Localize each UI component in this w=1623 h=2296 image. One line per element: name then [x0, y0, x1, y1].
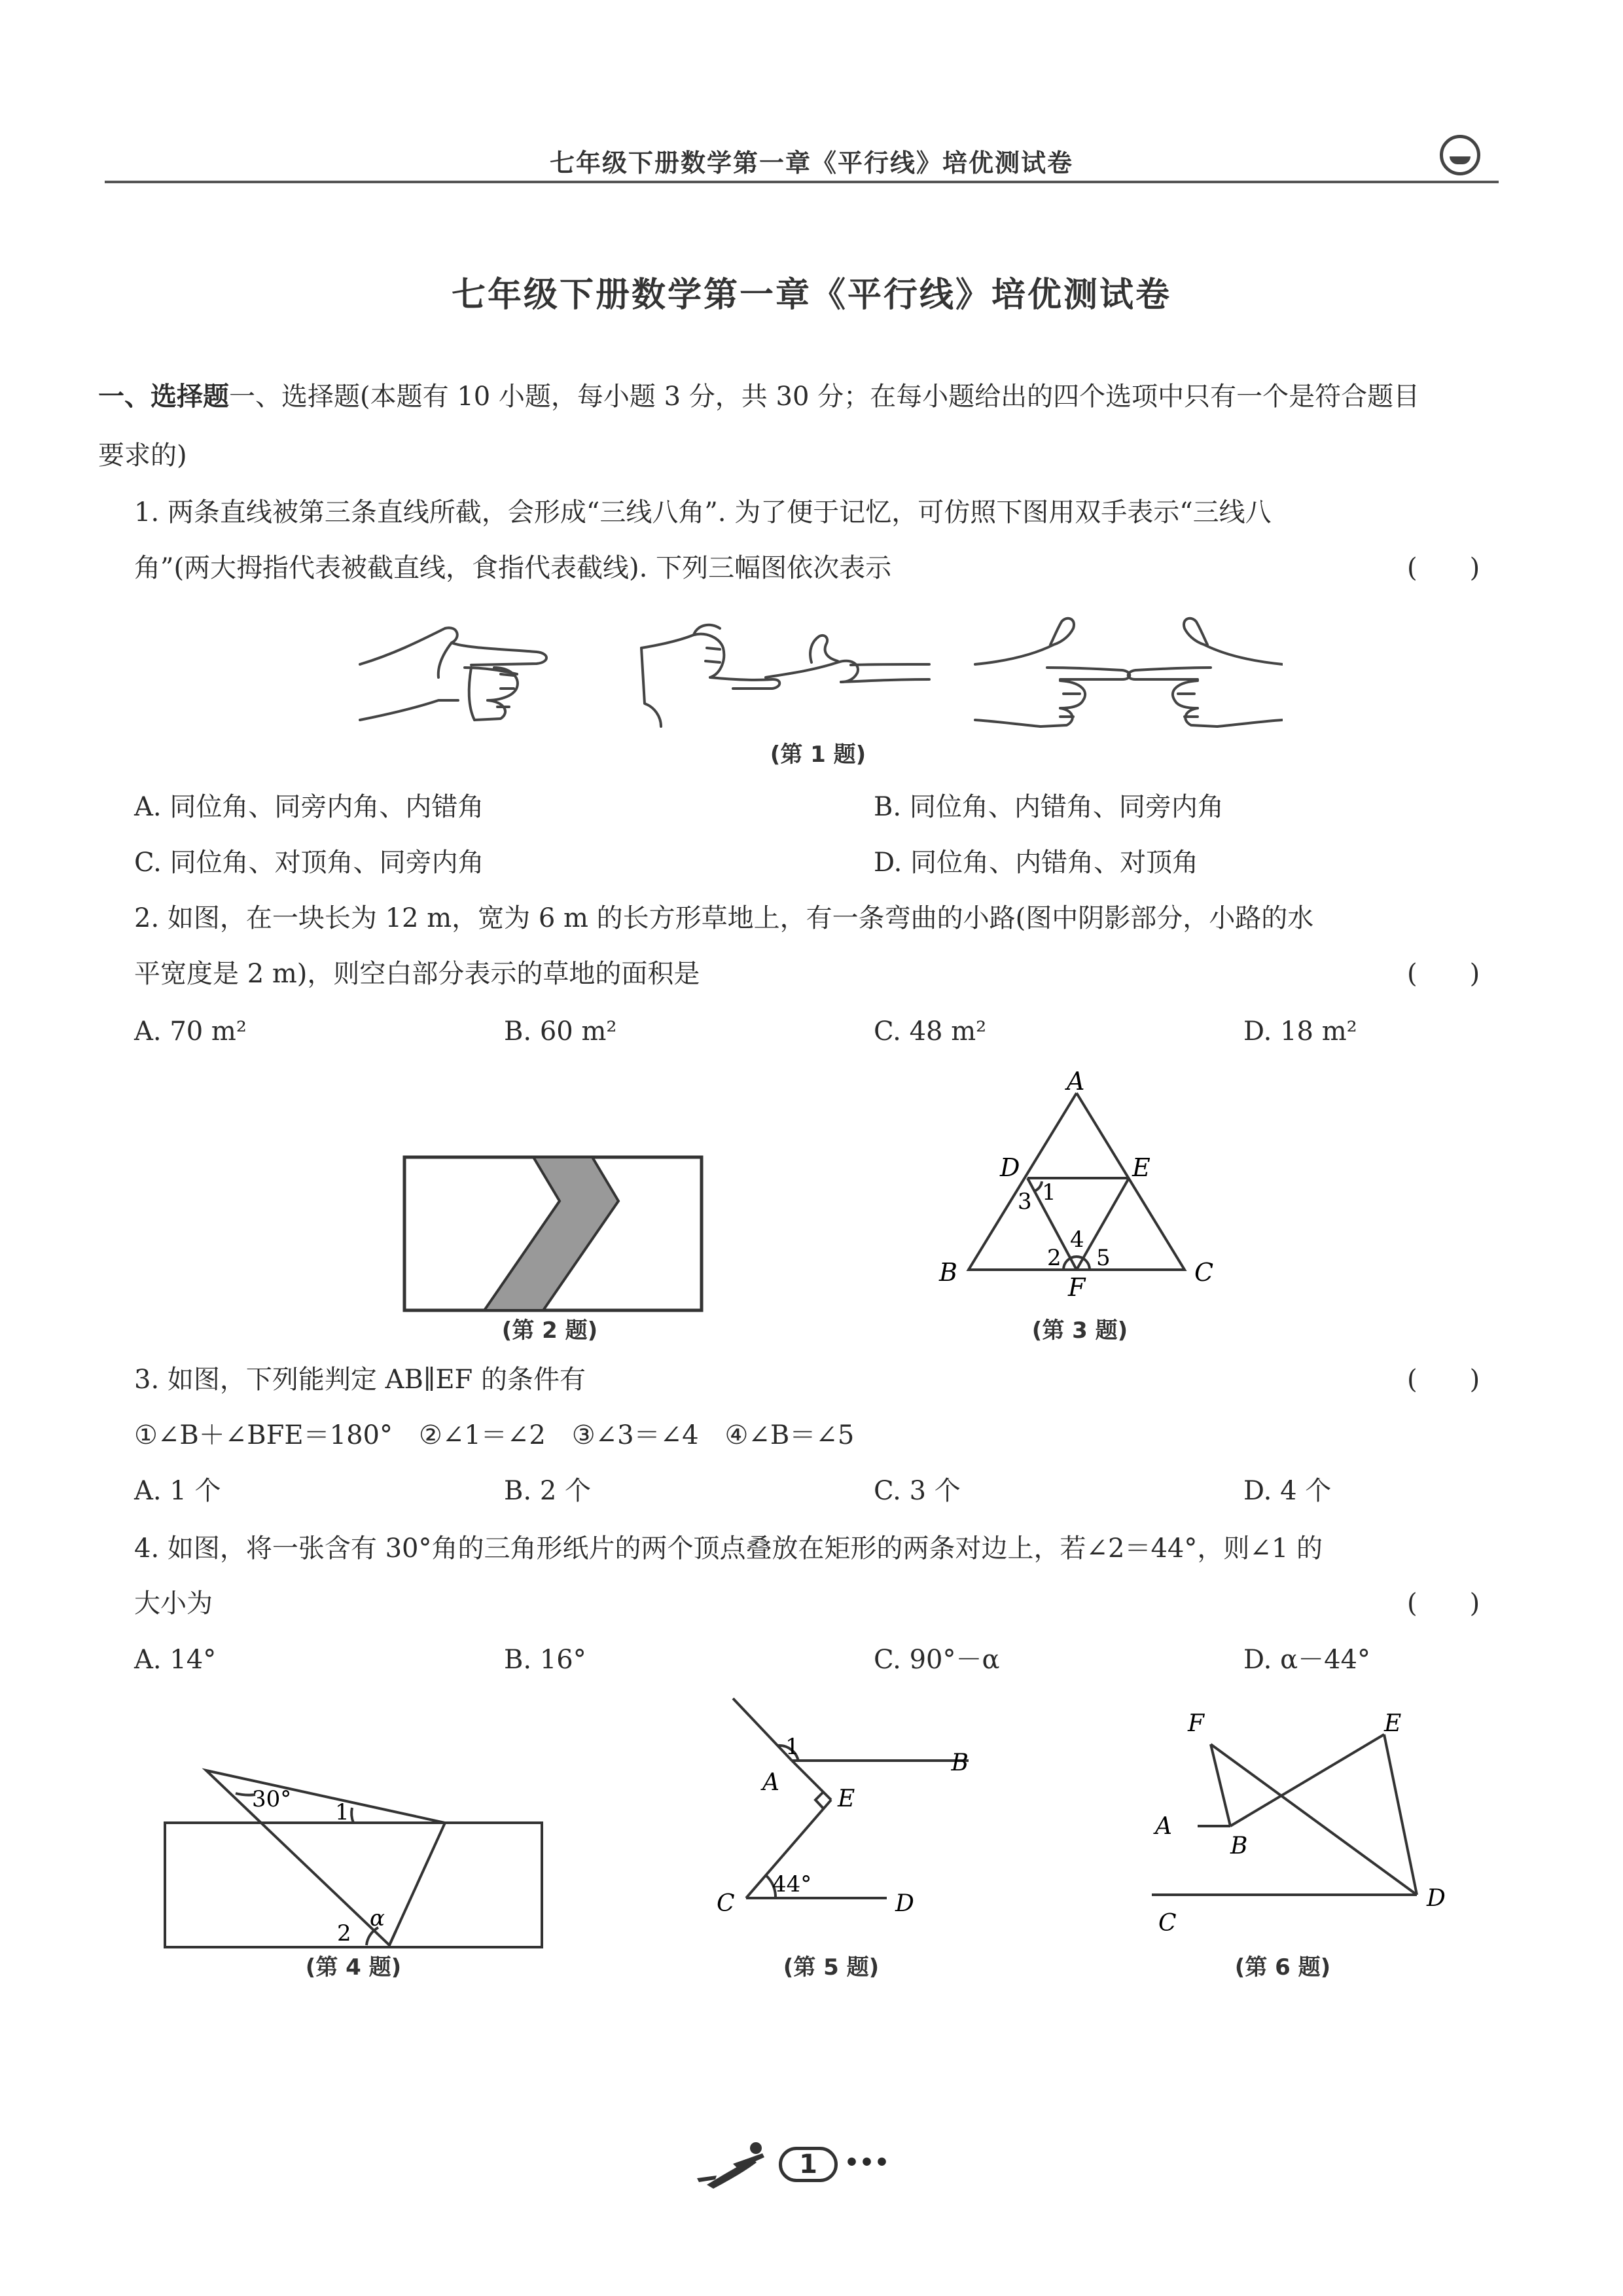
q3-option-a: A. 1 个 [134, 1476, 221, 1506]
running-header-title: 七年级下册数学第一章《平行线》培优测试卷 [549, 149, 1073, 177]
q2-text-line2: 平宽度是 2 m)，则空白部分表示的草地的面积是 [134, 959, 700, 989]
q4-text-line1: 4. 如图，将一张含有 30°角的三角形纸片的两个顶点叠放在矩形的两条对边上，若∠2＝44°，则∠1 的 [134, 1534, 1323, 1564]
label-a: A [1155, 1813, 1172, 1840]
hands-pair-3 [975, 619, 1283, 726]
label-angle-1: 1 [1042, 1179, 1056, 1206]
label-alpha: α [370, 1905, 385, 1931]
q3-figure-caption: (第 3 题) [1031, 1318, 1128, 1344]
q1-text-line1: 1. 两条直线被第三条直线所截，会形成“三线八角”. 为了便于记忆，可仿照下图用双手表示“三线八 [134, 497, 1272, 528]
q4-answer-bracket: ( ) [1407, 1588, 1480, 1619]
label-angle-30: 30° [252, 1786, 292, 1812]
q5-figure-caption: (第 5 题) [783, 1954, 880, 1981]
label-b: B [1230, 1833, 1248, 1859]
q3-answer-bracket: ( ) [1407, 1365, 1480, 1395]
label-f: F [1188, 1710, 1204, 1737]
section-heading-line2: 要求的) [98, 440, 187, 471]
shaded-path [484, 1157, 618, 1310]
q4-text-line2: 大小为 [134, 1588, 213, 1619]
label-e: E [1384, 1710, 1402, 1737]
label-d: D [1000, 1153, 1020, 1182]
q2-option-c: C. 48 m² [874, 1016, 987, 1047]
angle-1-arc [1034, 1181, 1042, 1191]
label-angle-44: 44° [772, 1871, 812, 1897]
q2-option-a: A. 70 m² [134, 1016, 247, 1047]
page-title: 七年级下册数学第一章《平行线》培优测试卷 [451, 276, 1171, 315]
q1-text-line2: 角”(两大拇指代表被截直线，食指代表截线). 下列三幅图依次表示 [134, 553, 892, 583]
right-angle-mark [815, 1792, 823, 1808]
q1-option-c: C. 同位角、对顶角、同旁内角 [134, 848, 484, 878]
section-heading-line1: 一、选择题一、选择题(本题有 10 小题，每小题 3 分，共 30 分；在每小题给出的四个选项中只有一个是符合题目 [98, 382, 1420, 412]
segment-be [1230, 1734, 1384, 1826]
segment-ae [792, 1761, 831, 1800]
q2-answer-bracket: ( ) [1407, 959, 1480, 989]
runner-logo-icon [694, 2139, 779, 2191]
q2-option-b: B. 60 m² [504, 1016, 617, 1047]
ray-above-a [733, 1698, 792, 1761]
label-angle-2: 2 [337, 1920, 351, 1946]
footer-dots: ••• [844, 2149, 890, 2176]
hands-pair-2 [641, 625, 929, 726]
label-b: B [951, 1749, 969, 1776]
publisher-logo-icon [1440, 135, 1480, 175]
q1-option-b: B. 同位角、内错角、同旁内角 [874, 792, 1224, 822]
label-angle-4: 4 [1070, 1227, 1084, 1253]
label-c: C [1194, 1258, 1214, 1287]
q3-option-c: C. 3 个 [874, 1476, 961, 1506]
label-f: F [1068, 1273, 1086, 1299]
label-d: D [1427, 1885, 1446, 1912]
alpha-mark [389, 1931, 396, 1945]
q4-option-a: A. 14° [134, 1645, 217, 1675]
hands-pair-1 [360, 628, 546, 720]
q2-figure [402, 1155, 704, 1312]
label-a: A [1067, 1070, 1085, 1096]
q1-answer-bracket: ( ) [1407, 553, 1480, 583]
q3-figure [929, 1070, 1230, 1299]
label-angle-1: 1 [785, 1734, 800, 1760]
q2-text-line1: 2. 如图，在一块长为 12 m，宽为 6 m 的长方形草地上，有一条弯曲的小路(图中阴影部分，小路的水 [134, 903, 1314, 933]
q4-option-d: D. α－44° [1243, 1645, 1370, 1675]
q6-figure-caption: (第 6 题) [1234, 1954, 1331, 1981]
label-b: B [939, 1258, 957, 1287]
label-a: A [762, 1769, 779, 1796]
q4-figure [157, 1754, 550, 1950]
label-angle-1: 1 [335, 1799, 349, 1825]
label-e: E [838, 1785, 855, 1812]
section-instructions: 一、选择题(本题有 10 小题，每小题 3 分，共 30 分；在每小题给出的四个选项中只有一个是符合题目 [229, 382, 1420, 412]
label-c: C [1158, 1910, 1177, 1937]
q4-option-b: B. 16° [504, 1645, 586, 1675]
label-angle-5: 5 [1096, 1245, 1111, 1271]
q1-option-a: A. 同位角、同旁内角、内错角 [134, 792, 484, 822]
q3-conditions: ①∠B＋∠BFE＝180° ②∠1＝∠2 ③∠3＝∠4 ④∠B＝∠5 [134, 1420, 855, 1450]
page-number: 1 [779, 2147, 838, 2182]
label-angle-2: 2 [1047, 1245, 1061, 1271]
q2-figure-caption: (第 2 题) [501, 1318, 598, 1344]
header-rule [105, 181, 1499, 183]
q3-option-d: D. 4 个 [1243, 1476, 1332, 1506]
q4-option-c: C. 90°－α [874, 1645, 1000, 1675]
segment-ed [1384, 1734, 1417, 1895]
q4-figure-caption: (第 4 题) [305, 1954, 402, 1981]
q5-figure [681, 1692, 969, 1941]
q2-option-d: D. 18 m² [1243, 1016, 1357, 1047]
label-c: C [717, 1890, 735, 1917]
q3-text-line1: 3. 如图，下列能判定 AB∥EF 的条件有 [134, 1365, 586, 1395]
rectangle [165, 1823, 542, 1947]
label-angle-3: 3 [1018, 1189, 1032, 1215]
q3-option-b: B. 2 个 [504, 1476, 591, 1506]
label-e: E [1132, 1153, 1150, 1182]
q6-figure [1126, 1695, 1466, 1944]
angle-1-arc [351, 1808, 353, 1823]
label-d: D [895, 1890, 914, 1917]
q1-figure-caption: (第 1 题) [770, 742, 866, 768]
q1-option-d: D. 同位角、内错角、对顶角 [874, 848, 1199, 878]
q1-hands-figure [353, 602, 1283, 740]
triangle-paper [206, 1770, 445, 1945]
